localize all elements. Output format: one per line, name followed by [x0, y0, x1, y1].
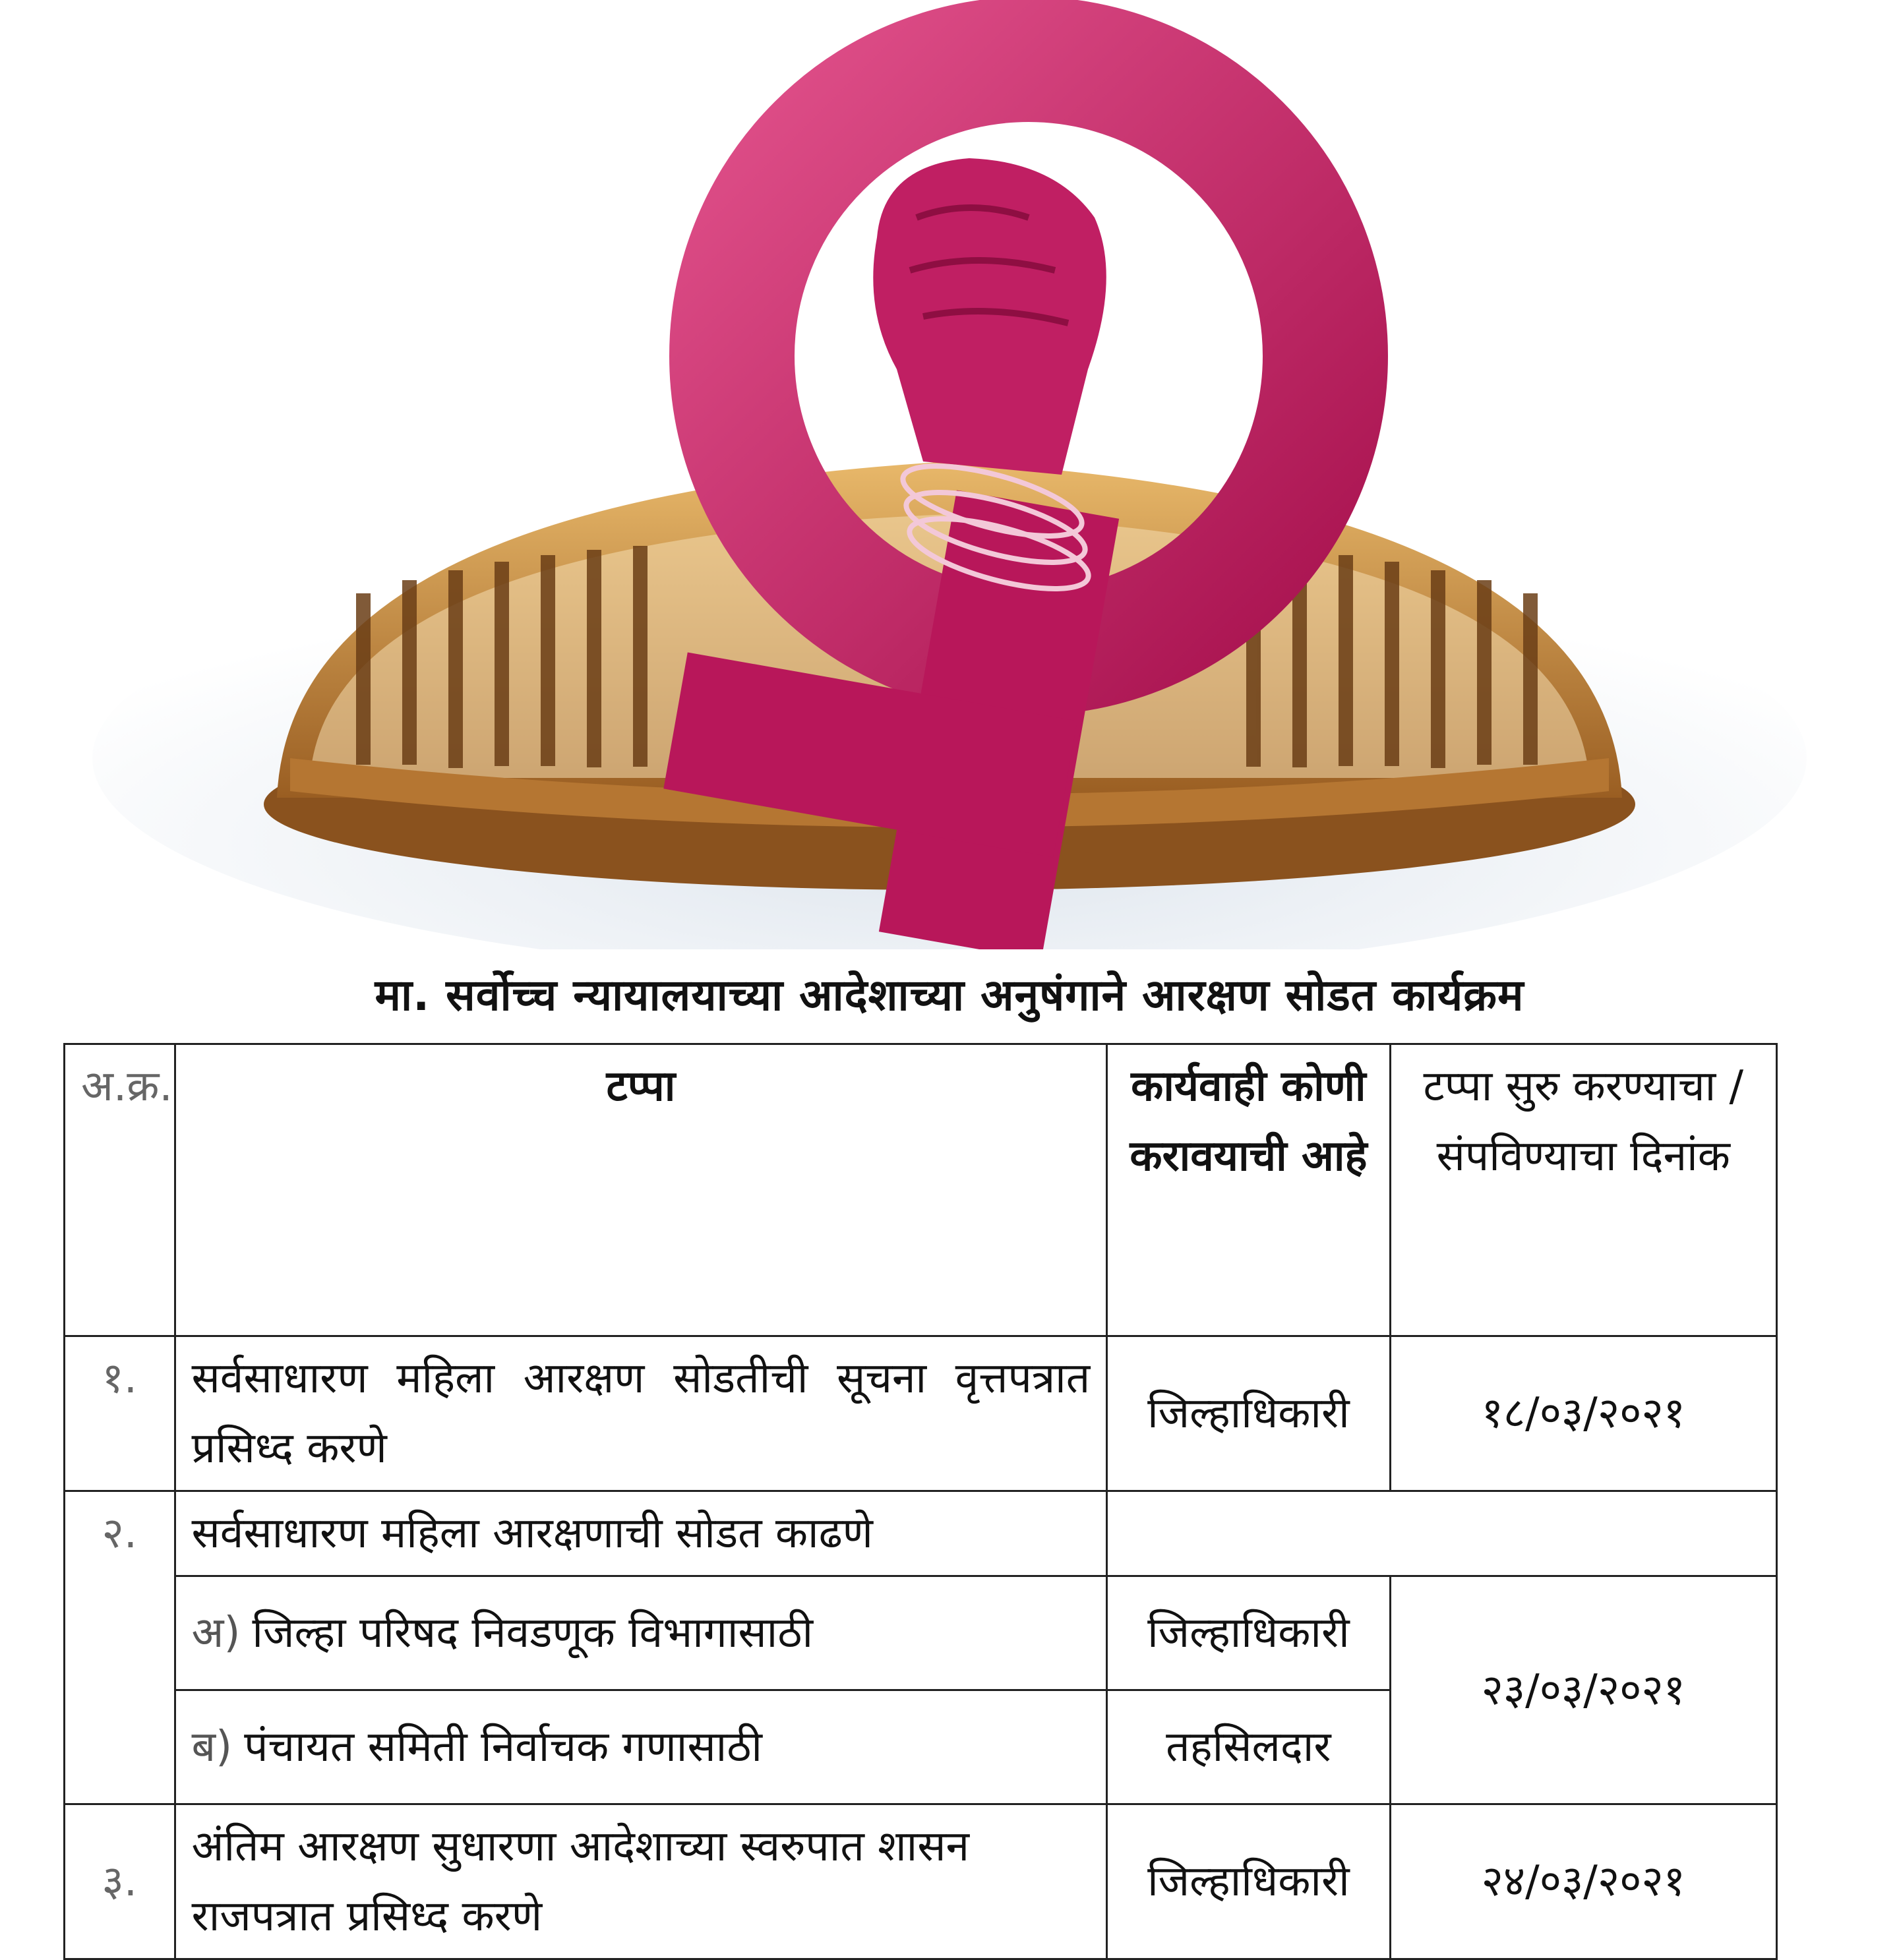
row-date: १८/०३/२०२१ — [1390, 1336, 1776, 1491]
row-date: २३/०३/२०२१ — [1390, 1576, 1776, 1804]
row-stage: अंतिम आरक्षण सुधारणा आदेशाच्या स्वरुपात शासन राजपत्रात प्रसिध्द करणे — [175, 1804, 1107, 1959]
table-subrow — [65, 1576, 1777, 1690]
subrow-text: जिल्हा परिषद निवडणूक विभागासाठी — [252, 1609, 814, 1657]
table-row — [65, 1336, 1777, 1491]
subrow-text: पंचायत समिती निर्वाचक गणासाठी — [244, 1723, 762, 1771]
page-title: मा. सर्वोच्च न्यायालयाच्या आदेशाच्या अनुषंगाने आरक्षण सोडत कार्यक्रम — [375, 970, 1524, 1021]
subrow-stage — [175, 1690, 1107, 1804]
row-who: जिल्हाधिकारी — [1107, 1804, 1390, 1959]
subrow-label: ब) — [191, 1723, 233, 1771]
row-stage: सर्वसाधारण महिला आरक्षण सोडतीची सूचना वृत्तपत्रात प्रसिध्द करणे — [175, 1336, 1107, 1491]
table-row — [65, 1804, 1777, 1959]
table-row — [65, 1491, 1777, 1576]
row-serial: २. — [65, 1491, 175, 1804]
header-serial: अ.क्र. — [65, 1044, 175, 1336]
table-header-row — [65, 1044, 1777, 1336]
row-serial: ३. — [65, 1804, 175, 1959]
subrow-label: अ) — [191, 1609, 241, 1657]
row-who: जिल्हाधिकारी — [1107, 1336, 1390, 1491]
header-stage: टप्पा — [175, 1044, 1107, 1336]
subrow-who: जिल्हाधिकारी — [1107, 1576, 1390, 1690]
subrow-who: तहसिलदार — [1107, 1690, 1390, 1804]
row-empty-cell — [1107, 1491, 1777, 1576]
subrow-stage — [175, 1576, 1107, 1690]
row-stage: सर्वसाधारण महिला आरक्षणाची सोडत काढणे — [175, 1491, 1107, 1576]
row-serial: १. — [65, 1336, 175, 1491]
reservation-schedule-table — [63, 1043, 1778, 1960]
header-date: टप्पा सुरु करण्याचा / संपविण्याचा दिनांक — [1390, 1044, 1776, 1336]
header-illustration — [0, 0, 1899, 949]
row-date: २४/०३/२०२१ — [1390, 1804, 1776, 1959]
header-who: कार्यवाही कोणी करावयाची आहे — [1107, 1044, 1390, 1336]
